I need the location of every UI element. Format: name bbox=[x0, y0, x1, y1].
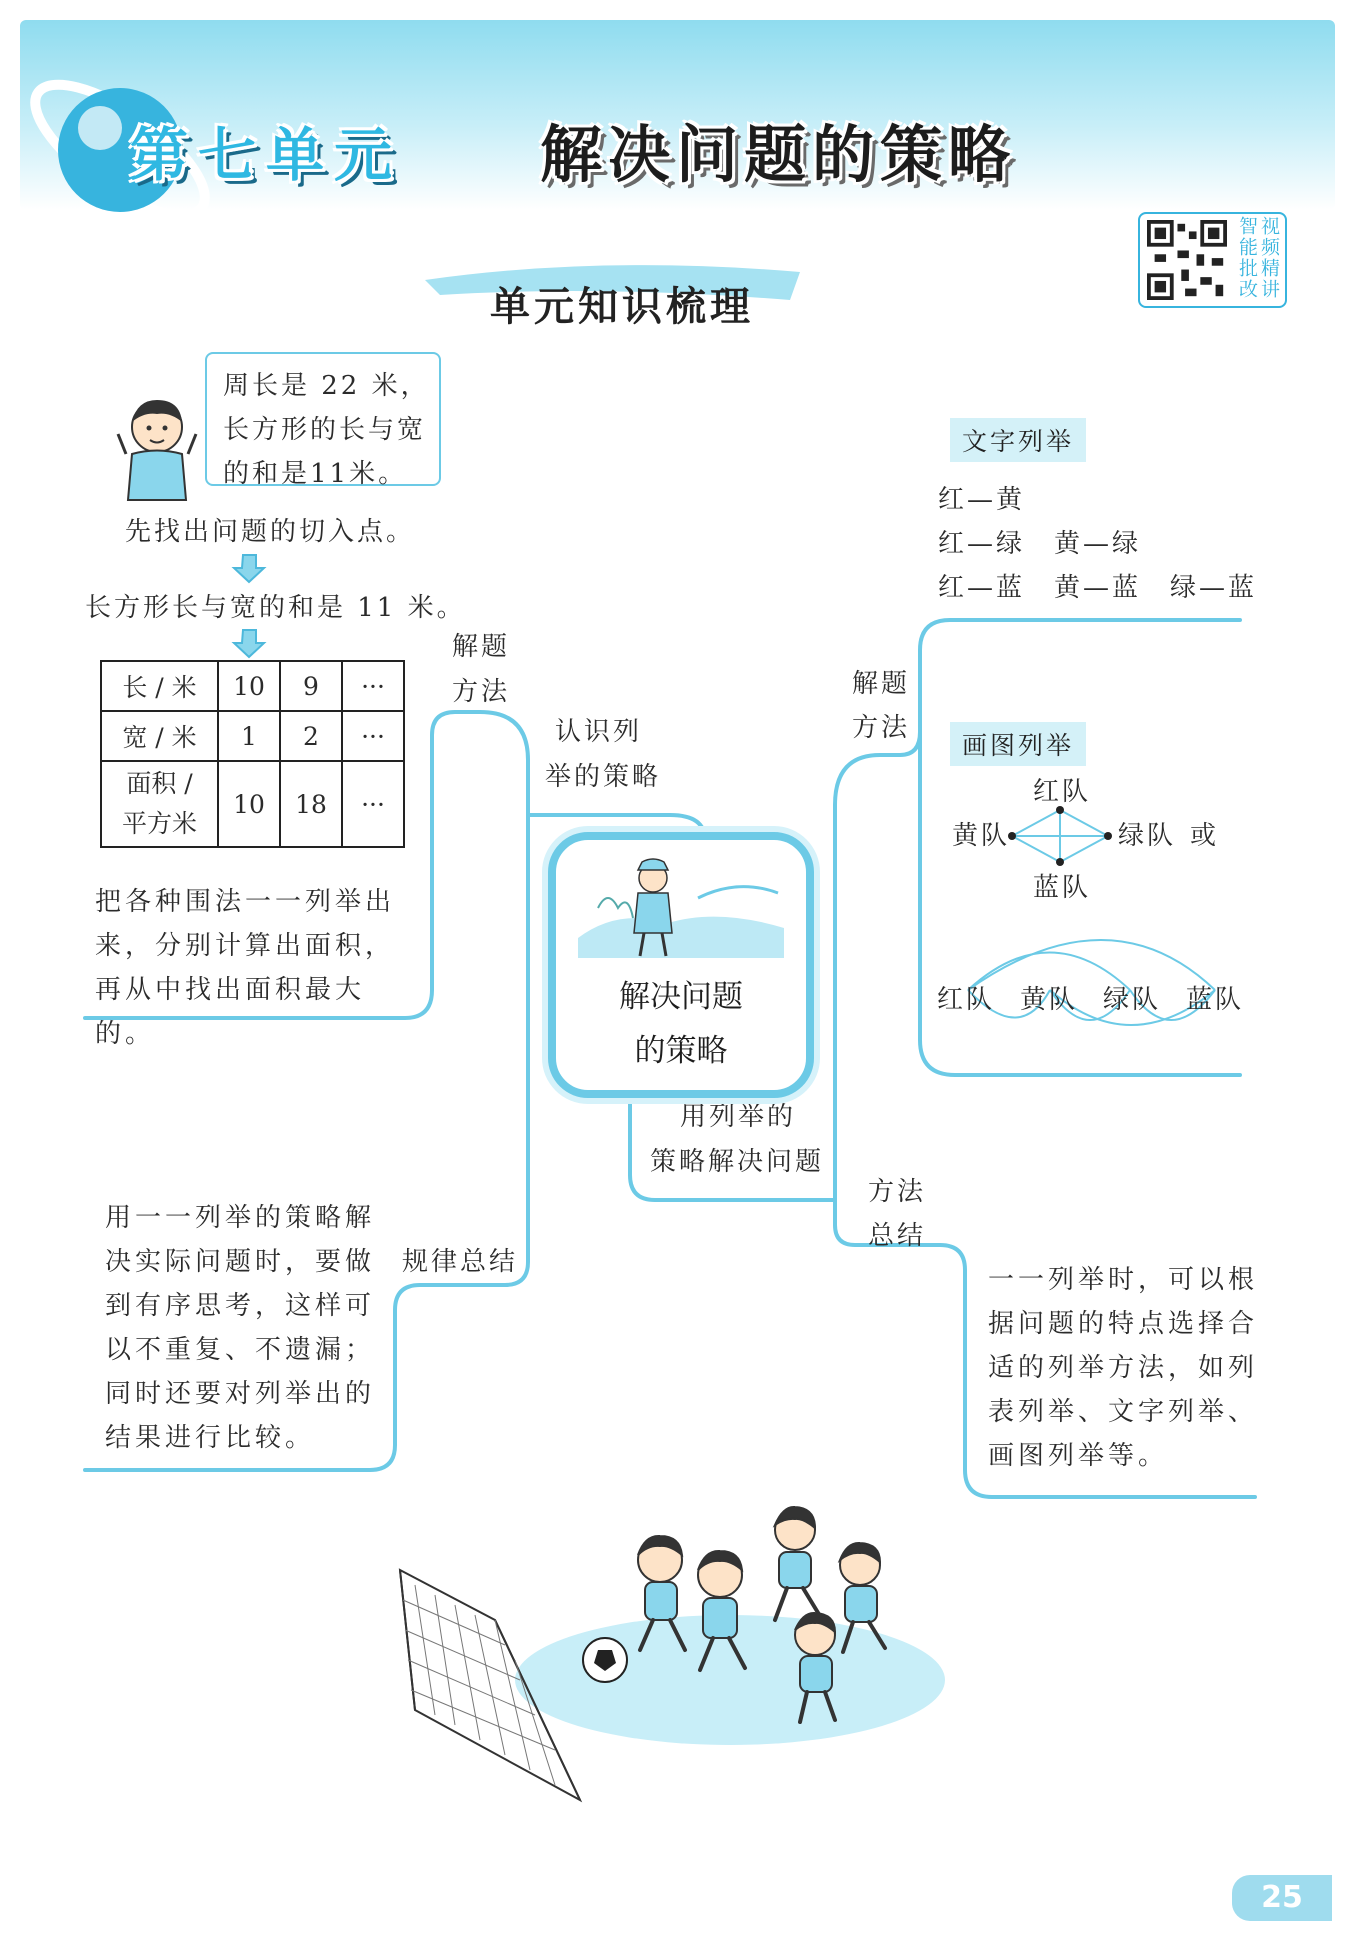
branch-label-rule-summary: 规律总结 bbox=[402, 1247, 519, 1277]
text-enum-line-3: 红—蓝 黄—蓝 绿—蓝 bbox=[938, 573, 1258, 603]
center-title-line2: 的策略 bbox=[634, 1033, 728, 1069]
arc-label-green: 绿队 bbox=[1103, 985, 1162, 1015]
chapter-title: 解决问题的策略 bbox=[540, 118, 1017, 191]
tag-text-enum: 文字列举 bbox=[950, 418, 1086, 462]
text-enum-line-2: 红—绿 黄—绿 bbox=[938, 529, 1142, 559]
diagram-label-red: 红队 bbox=[1033, 777, 1092, 807]
branch-label-method-summary-1: 方法 bbox=[868, 1177, 927, 1207]
branch-label-solve-method-right-1: 解题 bbox=[852, 669, 911, 699]
qr-label: 视频精讲 智能批改 bbox=[1236, 216, 1280, 300]
table-cell: 1 bbox=[218, 711, 280, 761]
diagram-label-green: 绿队 bbox=[1118, 821, 1177, 851]
unit-title: 第七单元 bbox=[130, 121, 403, 189]
diagram-label-or: 或 bbox=[1190, 821, 1220, 851]
enumerate-summary-text: 把各种围法一一列举出来，分别计算出面积，再从中找出面积最大的。 bbox=[95, 887, 396, 1049]
table-cell: 面积 / 平方米 bbox=[101, 761, 218, 847]
table-cell: 9 bbox=[280, 661, 342, 711]
rule-summary-text: 用一一列举的策略解决实际问题时，要做到有序思考，这样可以不重复、不遗漏；同时还要对列举出的结果进行比较。 bbox=[105, 1203, 376, 1453]
center-title-line1: 解决问题 bbox=[619, 979, 743, 1015]
table-cell: 10 bbox=[218, 761, 280, 847]
arc-label-red: 红队 bbox=[937, 985, 996, 1015]
branch-label-solve-method-left-2: 方法 bbox=[452, 677, 511, 707]
arc-label-yellow: 黄队 bbox=[1020, 985, 1079, 1015]
table-cell: 18 bbox=[280, 761, 342, 847]
text-enum-line-1: 红—黄 bbox=[938, 485, 1026, 515]
diagram-label-yellow: 黄队 bbox=[952, 821, 1011, 851]
branch-label-know-enum-1: 认识列 bbox=[555, 717, 643, 747]
method-summary-text: 一一列举时，可以根据问题的特点选择合适的列举方法，如列表列举、文字列举、画图列举等。 bbox=[988, 1265, 1259, 1471]
table-cell: 长 / 米 bbox=[101, 661, 218, 711]
branch-label-method-summary-2: 总结 bbox=[868, 1221, 927, 1251]
speech-text: 周长是 22 米，长方形的长与宽的和是11米。 bbox=[223, 371, 430, 489]
branch-label-solve-method-left-1: 解题 bbox=[452, 632, 511, 662]
section-title: 单元知识梳理 bbox=[490, 284, 754, 330]
branch-label-use-enum-2: 策略解决问题 bbox=[650, 1147, 825, 1177]
soccer-kids-illustration bbox=[395, 1500, 955, 1820]
table-cell: 10 bbox=[218, 661, 280, 711]
table-cell: 宽 / 米 bbox=[101, 711, 218, 761]
table-cell: ··· bbox=[342, 761, 404, 847]
table-cell: 2 bbox=[280, 711, 342, 761]
step-sum-length-width: 长方形长与宽的和是 11 米。 bbox=[85, 593, 466, 623]
branch-label-solve-method-right-2: 方法 bbox=[852, 713, 911, 743]
table-cell: ··· bbox=[342, 711, 404, 761]
arc-label-blue: 蓝队 bbox=[1186, 985, 1245, 1015]
branch-label-know-enum-2: 举的策略 bbox=[545, 762, 662, 792]
step-find-entry-point: 先找出问题的切入点。 bbox=[125, 517, 416, 547]
branch-label-use-enum-1: 用列举的 bbox=[680, 1102, 797, 1132]
tag-draw-enum: 画图列举 bbox=[950, 722, 1086, 766]
page-number: 25 bbox=[1232, 1875, 1332, 1921]
diagram-label-blue: 蓝队 bbox=[1033, 873, 1092, 903]
table-cell: ··· bbox=[342, 661, 404, 711]
